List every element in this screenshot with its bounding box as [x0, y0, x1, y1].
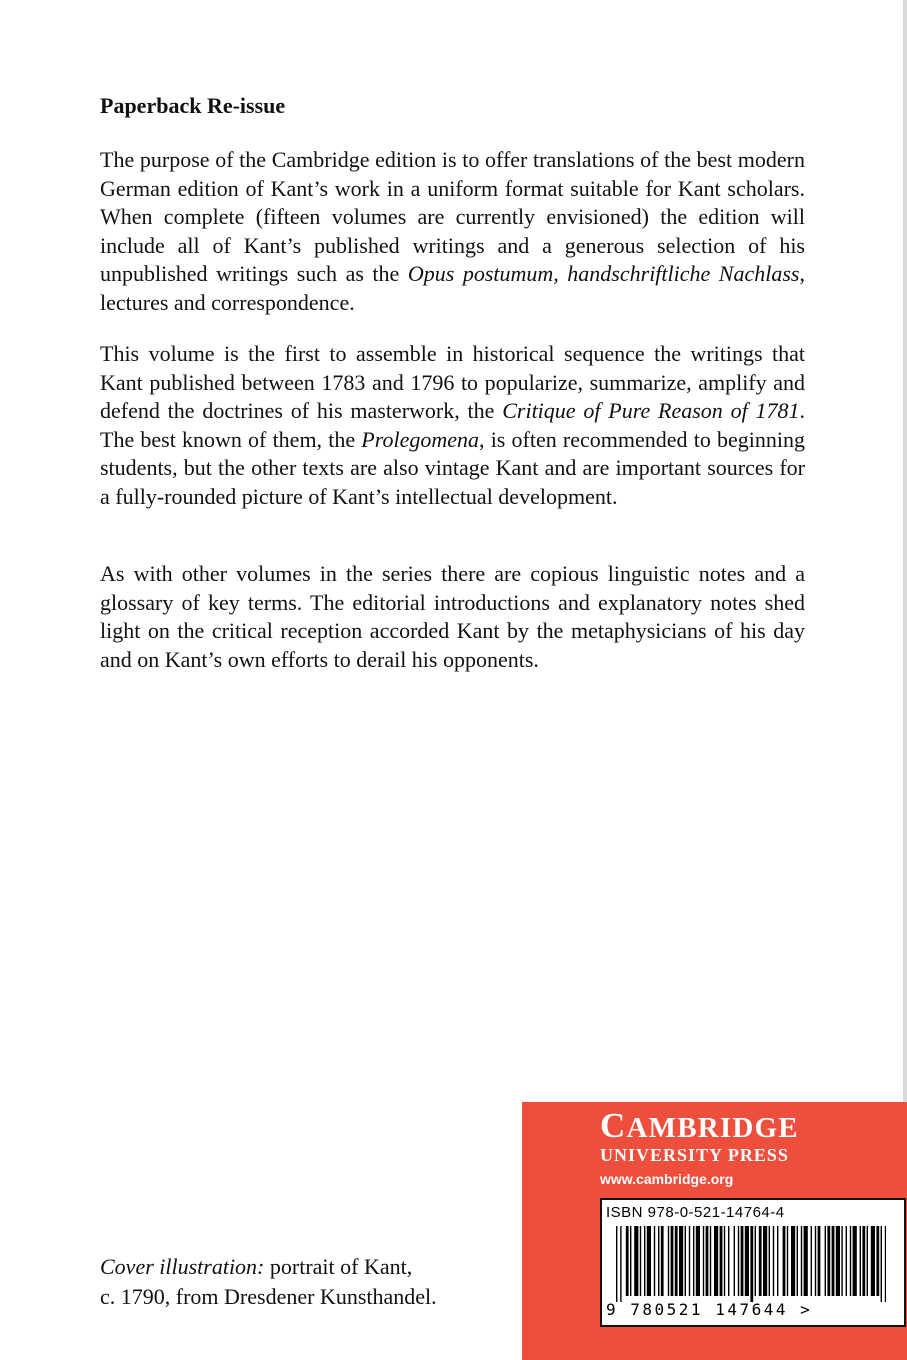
barcode-bar	[846, 1226, 847, 1296]
barcode-bar	[871, 1226, 875, 1296]
barcode-bar	[791, 1226, 795, 1296]
barcode-bar	[763, 1226, 767, 1296]
barcode-bar	[818, 1226, 821, 1296]
paragraph-volume-description	[100, 340, 805, 512]
barcode-bar	[616, 1226, 617, 1302]
barcode-bar	[696, 1226, 700, 1296]
barcode-bar	[853, 1226, 857, 1296]
paragraph-text: This volume is the first to assemble in historical sequence the writings that Kant published between 1783 and 1796 to popularize, summarize, amplify and defend the doctrines of his masterwork, the	[100, 341, 805, 424]
barcode-bar	[811, 1226, 812, 1296]
barcode-bar	[745, 1226, 749, 1296]
isbn-label: ISBN 978-0-521-14764-4	[606, 1204, 785, 1221]
barcode-bar	[867, 1226, 868, 1296]
barcode-bar	[693, 1226, 694, 1296]
publisher-block	[522, 1102, 907, 1360]
barcode-bar	[679, 1226, 683, 1296]
italic-title: Opus postumum, handschriftliche Nachlass	[407, 261, 800, 287]
barcode-bar	[881, 1226, 882, 1302]
barcode-bar	[827, 1226, 830, 1296]
barcode-bar	[620, 1226, 621, 1302]
page-heading: Paperback Re-issue	[100, 93, 286, 118]
barcode-bar	[850, 1226, 851, 1296]
barcode-bar	[706, 1226, 709, 1296]
barcode-bar	[647, 1226, 651, 1296]
credit-text: portrait of Kant,	[264, 1254, 413, 1279]
barcode-bar	[689, 1226, 690, 1296]
barcode-bar	[661, 1226, 664, 1296]
barcode-bar	[801, 1226, 802, 1296]
barcode-bar	[685, 1226, 686, 1296]
publisher-name-initial: C	[600, 1106, 627, 1145]
cover-illustration-credit	[100, 1252, 437, 1312]
barcode-digits: 9 780521 147644 >	[606, 1300, 813, 1319]
barcode-bar	[668, 1226, 669, 1296]
barcode-bar	[644, 1226, 645, 1296]
publisher-url: www.cambridge.org	[600, 1171, 734, 1187]
barcode-bar	[728, 1226, 729, 1296]
publisher-name	[600, 1107, 799, 1147]
barcode-bar	[759, 1226, 762, 1296]
barcode-bar	[841, 1226, 842, 1296]
barcode-bar	[773, 1226, 774, 1296]
italic-title: Critique of Pure Reason of 1781	[502, 398, 800, 424]
paragraph-text: , lectures and correspondence.	[100, 261, 805, 315]
barcode-bar	[777, 1226, 778, 1296]
barcode-bar	[741, 1226, 744, 1296]
barcode-bar	[671, 1226, 674, 1296]
barcode-bar	[885, 1226, 886, 1302]
barcode-bar	[640, 1226, 641, 1296]
barcode-bar	[654, 1226, 655, 1296]
paragraph-edition-purpose	[100, 146, 805, 318]
barcode-bar	[675, 1226, 678, 1296]
paragraph-notes: As with other volumes in the series there are copious linguistic notes and a glossary of key terms. The editorial introductions and explanatory notes shed light on the critical reception accorded Kant by the metaphysicians of his day and on Kant’s own efforts to derail his opponents.	[100, 561, 805, 672]
paragraph-text: , is often recommended to beginning students, but the other texts are also vintage Kant and are important sources for a fully-rounded picture of Kant’s intellectual development.	[100, 426, 805, 509]
barcode-bar	[860, 1226, 861, 1296]
barcode-bar	[710, 1226, 711, 1296]
barcode-bar	[825, 1226, 826, 1296]
isbn-barcode	[600, 1198, 906, 1327]
publisher-name-rest: AMBRIDGE	[626, 1112, 799, 1144]
barcode-bar	[703, 1226, 704, 1296]
credit-line-2: c. 1790, from Dresdener Kunsthandel.	[100, 1284, 437, 1309]
barcode-bar	[720, 1226, 723, 1296]
barcode-bar	[769, 1226, 770, 1296]
barcode-bar	[714, 1226, 718, 1296]
barcode-bar	[876, 1226, 879, 1296]
barcode-bar	[630, 1226, 631, 1296]
barcode-bar	[658, 1226, 659, 1296]
barcode-bars	[616, 1226, 886, 1302]
barcode-bar	[862, 1226, 865, 1296]
credit-line-1	[100, 1252, 437, 1282]
barcode-bar	[738, 1226, 739, 1296]
barcode-bar	[832, 1226, 835, 1296]
barcode-bar	[750, 1226, 753, 1302]
barcode-bar	[755, 1226, 756, 1296]
barcode-bar	[626, 1226, 629, 1296]
paragraph-text: . The best known of them, the	[100, 398, 805, 452]
barcode-bar	[634, 1226, 638, 1296]
barcode-bar	[815, 1226, 816, 1296]
barcode-bar	[734, 1226, 735, 1296]
italic-title: Prolegomena	[361, 426, 480, 452]
barcode-bar	[836, 1226, 840, 1296]
credit-label: Cover illustration:	[100, 1254, 265, 1279]
barcode-bar	[787, 1226, 788, 1296]
barcode-bar	[797, 1226, 798, 1296]
barcode-bar	[783, 1226, 786, 1296]
publisher-press: UNIVERSITY PRESS	[600, 1145, 789, 1165]
barcode-bar	[724, 1226, 725, 1296]
barcode-bar	[804, 1226, 808, 1296]
paragraph-text: The purpose of the Cambridge edition is to offer translations of the best modern German edition of Kant’s work in a uniform format suitable for Kant scholars. When complete (fifteen volumes are currently envisioned) the edition will include all of Kant’s published writings and a generous selection of his unpublished writings such as the	[100, 147, 805, 287]
